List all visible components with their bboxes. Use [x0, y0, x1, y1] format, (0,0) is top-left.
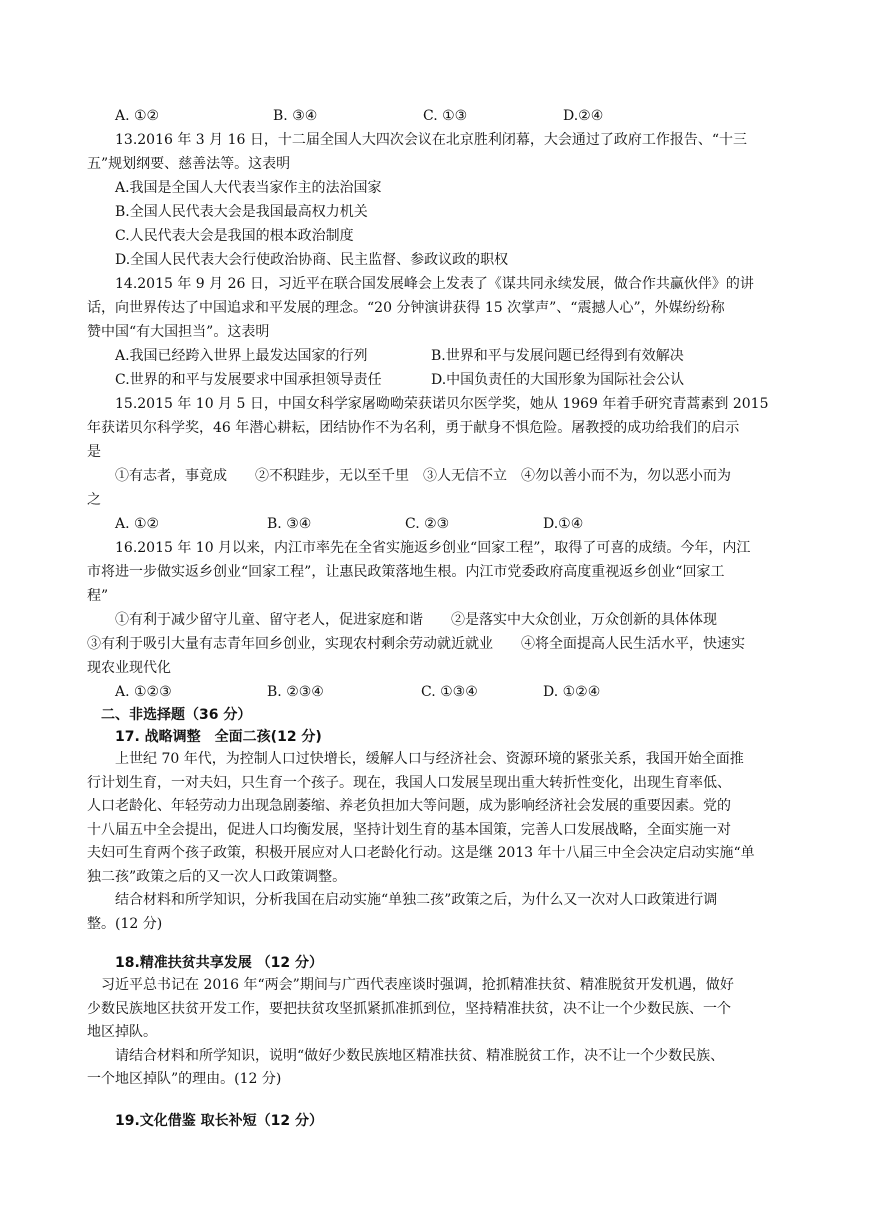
q12-option-b: B. ③④: [273, 108, 318, 124]
q13-stem-line-1: 13.2016 年 3 月 16 日，十二届全国人大四次会议在北京胜利闭幕，大会通过了政府工作报告、“十三: [115, 132, 748, 148]
q16-items-line-1: ①有利于减少留守儿童、留守老人，促进家庭和谐 ②是落实中大众创业，万众创新的具体体现: [115, 612, 717, 628]
q14-option-b: B.世界和平与发展问题已经得到有效解决: [431, 348, 684, 364]
q14-options-row-1: [87, 344, 792, 368]
q15-options: [87, 512, 792, 536]
q12-option-a: A. ①②: [115, 108, 160, 124]
q16-options: [87, 680, 792, 704]
q18-material-line-2: 少数民族地区扶贫开发工作，要把扶贫攻坚抓紧抓准抓到位，坚持精准扶贫，决不让一个少数民族、一个: [87, 1000, 731, 1017]
q15-stem-line-1: 15.2015 年 10 月 5 日，中国女科学家屠呦呦荣获诺贝尔医学奖，她从 1969 年着手研究青蒿素到 2015: [115, 396, 769, 412]
q16-items-line-3: 现农业现代化: [87, 660, 171, 676]
q18-title: 18.精准扶贫共享发展 （12 分）: [115, 955, 324, 971]
q16-stem-line-2: 市将进一步做实返乡创业“回家工程”，让惠民政策落地生根。内江市党委政府高度重视返乡创业“回家工: [87, 564, 725, 580]
spacer: [87, 936, 792, 952]
q16-option-d: D. ①②④: [543, 684, 601, 700]
q14-options-row-2: [87, 368, 792, 392]
q17-title: 17. 战略调整 全面二孩(12 分): [115, 729, 322, 745]
q17-question-line-1: 结合材料和所学知识，分析我国在启动实施“单独二孩”政策之后，为什么又一次对人口政策进行调: [115, 892, 718, 908]
q16-items-line-2: ③有利于吸引大量有志青年回乡创业，实现农村剩余劳动就近就业 ④将全面提高人民生活水平，快速实: [87, 636, 745, 652]
q14-stem-line-3: 赞中国“有大国担当”。这表明: [87, 324, 270, 340]
q12-option-c: C. ①③: [423, 108, 468, 124]
section-2-title: 二、非选择题（36 分）: [101, 707, 252, 723]
q13-option-d: D.全国人民代表大会行使政治协商、民主监督、参政议政的职权: [115, 252, 509, 268]
q18-material-line-3: 地区掉队。: [87, 1024, 157, 1040]
q18-question-line-1: 请结合材料和所学知识，说明“做好少数民族地区精准扶贫、精准脱贫工作，决不让一个少数民族、: [115, 1047, 725, 1064]
q16-option-a: A. ①②③: [115, 684, 172, 700]
q14-option-d: D.中国负责任的大国形象为国际社会公认: [431, 372, 685, 388]
q17-material-line: 上世纪 70 年代，为控制人口过快增长，缓解人口与经济社会、资源环境的紧张关系，我国开始全面推: [115, 751, 744, 767]
spacer: [87, 1092, 792, 1110]
q14-option-a: A.我国已经跨入世界上最发达国家的行列: [115, 348, 368, 364]
q17-question-line-2: 整。(12 分): [87, 915, 163, 932]
q15-option-a: A. ①②: [115, 516, 160, 532]
q15-option-d: D.①④: [543, 516, 584, 532]
q17-material-line: 人口老龄化、年轻劳动力出现急剧萎缩、养老负担加大等问题，成为影响经济社会发展的重要因素。党的: [87, 798, 731, 814]
q16-option-b: B. ②③④: [267, 684, 324, 700]
q14-stem-line-1: 14.2015 年 9 月 26 日，习近平在联合国发展峰会上发表了《谋共同永续发展，做合作共赢伙伴》的讲: [115, 276, 754, 292]
q13-option-a: A.我国是全国人大代表当家作主的法治国家: [115, 180, 382, 196]
q16-option-c: C. ①③④: [421, 684, 478, 700]
q13-option-c: C.人民代表大会是我国的根本政治制度: [115, 228, 354, 244]
q15-stem-line-2: 年获诺贝尔科学奖，46 年潜心耕耘，团结协作不为名利，勇于献身不惧危险。屠教授的成功给我们的启示: [87, 420, 740, 436]
q15-items-line-2: 之: [87, 492, 101, 508]
q17-material-line: 行计划生育，一对夫妇，只生育一个孩子。现在，我国人口发展呈现出重大转折性变化，出现生育率低、: [87, 774, 731, 791]
q19-title: 19.文化借鉴 取长补短（12 分）: [115, 1112, 324, 1129]
q15-option-b: B. ③④: [267, 516, 312, 532]
q17-material: [87, 748, 792, 936]
q16-stem-line-1: 16.2015 年 10 月以来，内江市率先在全省实施返乡创业“回家工程”，取得了可喜的成绩。今年，内江: [115, 540, 751, 556]
q18-question-line-2: 一个地区掉队”的理由。(12 分): [87, 1071, 282, 1087]
q15-option-c: C. ②③: [405, 516, 450, 532]
q18-material-line-1: 习近平总书记在 2016 年“两会”期间与广西代表座谈时强调，抢抓精准扶贫、精准脱贫开发机遇，做好: [101, 977, 734, 993]
q15-items-line-1: ①有志者，事竟成 ②不积跬步，无以至千里 ③人无信不立 ④勿以善小而不为，勿以恶小而为: [115, 468, 731, 484]
q12-option-d: D.②④: [563, 108, 604, 124]
q17-material-line: 夫妇可生育两个孩子政策，积极开展应对人口老龄化行动。这是继 2013 年十八届三中全会决定启动实施“单: [87, 845, 755, 861]
q16-stem-line-3: 程”: [87, 588, 109, 604]
q17-material-line: 十八届五中全会提出，促进人口均衡发展，坚持计划生育的基本国策，完善人口发展战略，全面实施一对: [87, 821, 731, 838]
q15-stem-line-3: 是: [87, 444, 101, 460]
q14-stem-line-2: 话，向世界传达了中国追求和平发展的理念。“20 分钟演讲获得 15 次掌声”、“震撼人心”，外媒纷纷称: [87, 300, 725, 316]
q12-options: [87, 104, 792, 128]
exam-page: [87, 104, 792, 1132]
q17-material-line: 独二孩”政策之后的又一次人口政策调整。: [87, 868, 347, 885]
q13-option-b: B.全国人民代表大会是我国最高权力机关: [115, 204, 368, 220]
q18-material: [87, 974, 792, 1092]
q14-option-c: C.世界的和平与发展要求中国承担领导责任: [115, 372, 382, 388]
q13-stem-line-2: 五”规划纲要、慈善法等。这表明: [87, 156, 291, 172]
